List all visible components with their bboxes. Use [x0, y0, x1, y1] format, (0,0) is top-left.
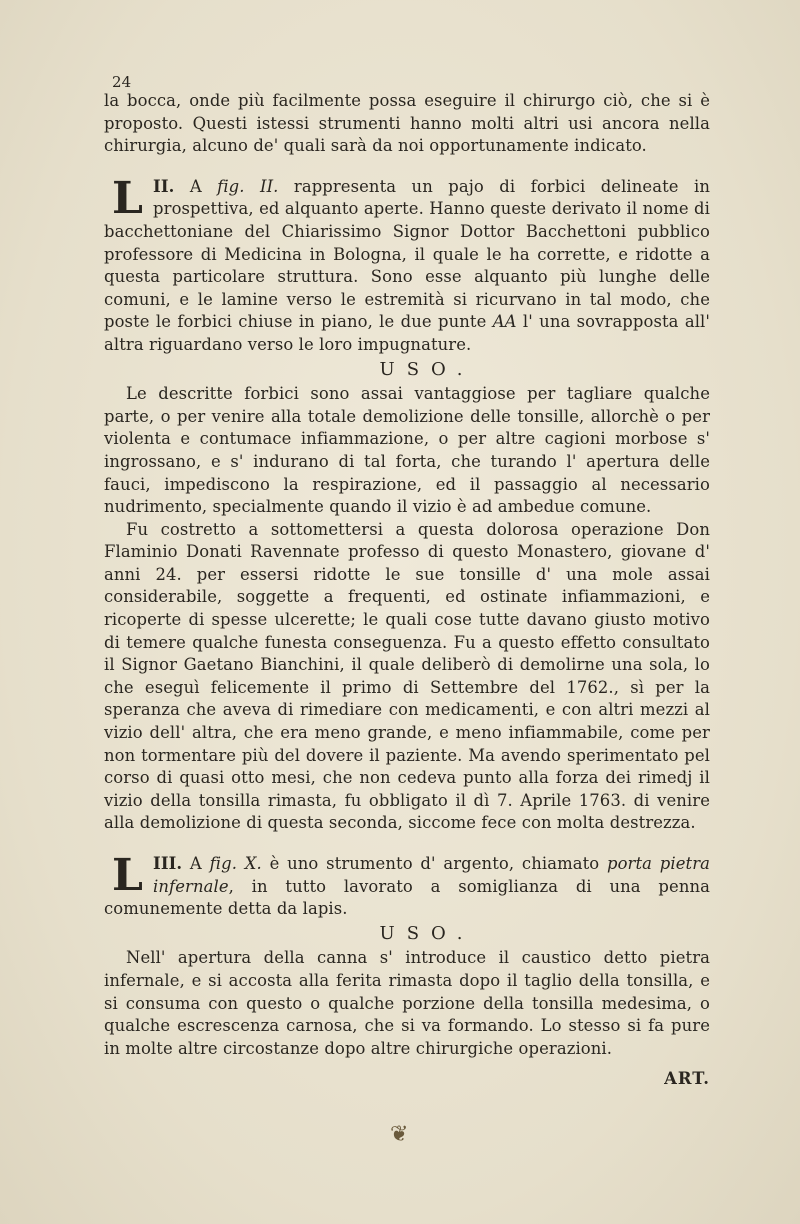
section-2-uso-heading: USO.: [379, 358, 475, 380]
section-3-heading: [104, 850, 711, 921]
section-2-text-start: A: [189, 176, 202, 196]
section-2-text: rappresenta un pajo di forbici delineate in prospettiva, ed alquanto aperte. Hanno queste derivato il nome di bacchettoniane del Chiarissimo Signor Dottor Bacchettoni pubblico professore di Medicina in Bologna, il quale le ha corrette, e ridotte a questa particolare struttura. Sono esse alquanto più lunghe delle comuni, e le lamine verso le estremità si ricurvano in tal modo, che poste le forbici chiuse in piano, le due punte: [104, 176, 711, 332]
section-3-text-end: , in tutto lavorato a somiglianza di una penna comunemente detta da lapis.: [104, 876, 710, 919]
section-2-text-end: l' una sovrapposta all' altra riguardano verso le loro impugnature.: [104, 312, 711, 354]
section-2-number: II.: [153, 176, 175, 196]
page-number: 24: [112, 73, 132, 91]
section-2-paragraph-2: Fu costretto a sottomettersi a questa dolorosa operazione Don Flaminio Donati Ravennate professo di questo Monastero, giovane d' anni 24. per essersi ridotte le sue tonsille d' una mole assai considerabile, soggette a frequenti, ed ostinate infiammazioni, e ricoperte di spesse ulcerette; le quali cose tutte davano giusto motivo di temere qualche funesta conseguenza. Fu a questo effetto consultato il Signor Gaetano Bianchini, il quale deliberò di demolirne una sola, lo che eseguì felicemente il primo di Settembre del 1762., sì per la speranza che aveva di rimediare con medicamenti, e con altri mezzi al vizio dell' altra, che era meno grande, e meno infiammabile, come per non tormentare più del dovere il paziente. Ma avendo sperimentato pel corso di quasi otto mesi, che non cedeva punto alla forza dei rimedj il vizio della tonsilla rimasta, fu obbligato il dì 7. Aprile 1763. di venire alla demolizione di questa seconda, siccome fece con molta destrezza.: [104, 519, 710, 833]
section-2-fig-ref: fig. II.: [217, 176, 279, 196]
intro-paragraph: la bocca, onde più facilmente possa eseguire il chirurgo ciò, che si è proposto. Questi istessi strumenti hanno molti altri usi ancora nella chirurgia, alcuno de' quali sarà da noi opportunamente indicato.: [104, 91, 710, 156]
section-3-instrument-name: porta pietra infernale: [153, 854, 711, 896]
section-2: [104, 172, 711, 835]
section-2-aa: AA: [492, 312, 517, 332]
section-3-text-start: A: [189, 854, 202, 873]
section-3-fig-ref: fig. X.: [209, 854, 262, 873]
section-2-paragraph-1: Le descritte forbici sono assai vantaggiose per tagliare qualche parte, o per venire alla totale demolizione delle tonsille, allorchè o per violenta e contumace infiammazione, o per altre cagioni morbose s' ingrossano, e s' indurano di tal forta, che turando l' apertura delle fauci, impediscono la respirazione, ed il passaggio al necessario nudrimento, specialmente quando il vizio è ad ambedue comune.: [104, 384, 710, 517]
section-2-dropcap: L: [112, 172, 144, 224]
section-3-dropcap: L: [112, 850, 144, 901]
section-3-number: III.: [153, 854, 183, 873]
section-2-heading: [104, 172, 711, 357]
section-3: [104, 850, 711, 1060]
section-3-text: è uno strumento d' argento, chiamato: [261, 854, 607, 873]
section-3-uso-heading: USO.: [379, 922, 475, 944]
section-3-paragraph-1: Nell' apertura della canna s' introduce il caustico detto pietra infernale, e si accosta alla ferita rimasta dopo il taglio della tonsilla, e si consuma con questo o qualche porzione della tonsilla medesima, o qualche escrescenza carnosa, che si va formando. Lo stesso si fa pure in molte altre circostanze dopo altre chirurgiche operazioni.: [104, 948, 710, 1058]
catchword: ART.: [664, 1069, 710, 1089]
ornament-icon: ❦: [390, 1122, 409, 1147]
page-text: [104, 74, 710, 1091]
